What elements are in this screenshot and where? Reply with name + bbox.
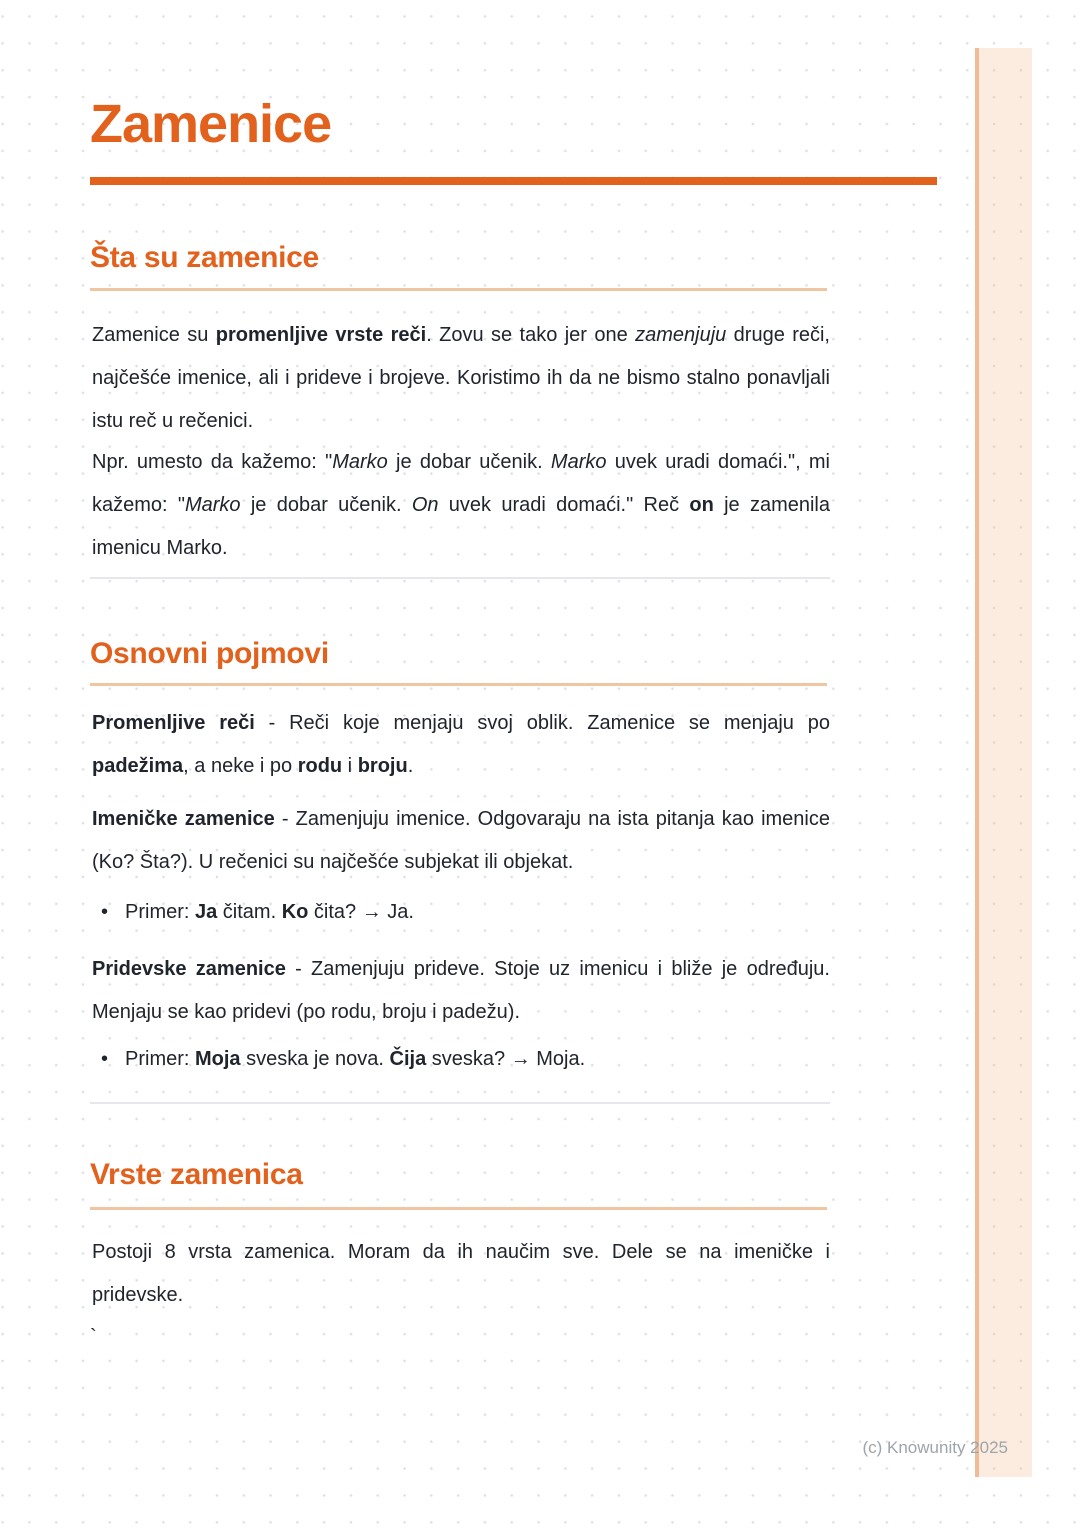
title-rule: [90, 177, 937, 185]
section-heading-osnovni-pojmovi: Osnovni pojmovi: [90, 637, 329, 670]
copyright-watermark: (c) Knowunity 2025: [862, 1438, 1008, 1457]
list-item-text: Primer: Moja sveska je nova. Čija sveska? → Moja.: [125, 1048, 586, 1070]
section-heading-vrste-zamenica: Vrste zamenica: [90, 1158, 303, 1191]
paragraph-promenljive-reci: Promenljive reči - Reči koje menjaju svoj oblik. Zamenice se menjaju po padežima, a neke i po rodu i broju.: [92, 712, 830, 777]
section-divider: [90, 1102, 830, 1104]
section-divider: [90, 577, 830, 579]
paragraph-vrste-zamenica: Postoji 8 vrsta zamenica. Moram da ih naučim sve. Dele se na imeničke i pridevske.: [92, 1241, 830, 1306]
section-heading-underline: [90, 288, 827, 291]
section-heading-sta-su-zamenice: Šta su zamenice: [90, 241, 319, 274]
paragraph-imenicke-zamenice: Imeničke zamenice - Zamenjuju imenice. Odgovaraju na ista pitanja kao imenice (Ko? Šta?). U rečenici su najčešće subjekat ili objekat.: [92, 808, 830, 873]
list-item-primer-moja: [92, 1038, 830, 1081]
section-heading-underline: [90, 683, 827, 686]
paragraph-zamenice-definition: Zamenice su promenljive vrste reči. Zovu se tako jer one zamenjuju druge reči, najčešće imenice, ali i prideve i brojeve. Koristimo ih da ne bismo stalno ponavljali istu reč u rečenici.: [92, 324, 830, 432]
bullet-icon: •: [101, 901, 109, 923]
right-margin-stripe: [975, 48, 1032, 1477]
list-item-primer-ja: [92, 891, 830, 934]
stray-backtick-character: `: [90, 1326, 97, 1348]
paragraph-pridevske-zamenice: Pridevske zamenice - Zamenjuju prideve. Stoje uz imenicu i bliže je određuju. Menjaju se kao pridevi (po rodu, broju i padežu).: [92, 958, 830, 1023]
page-title: Zamenice: [90, 94, 332, 154]
paragraph-marko-example: Npr. umesto da kažemo: "Marko je dobar učenik. Marko uvek uradi domaći.", mi kažemo: "Marko je dobar učenik. On uvek uradi domaći." Reč on je zamenila imenicu Marko.: [92, 451, 830, 559]
section-heading-underline: [90, 1207, 827, 1210]
list-item-text: Primer: Ja čitam. Ko čita? → Ja.: [125, 901, 414, 923]
bullet-icon: •: [101, 1048, 109, 1070]
